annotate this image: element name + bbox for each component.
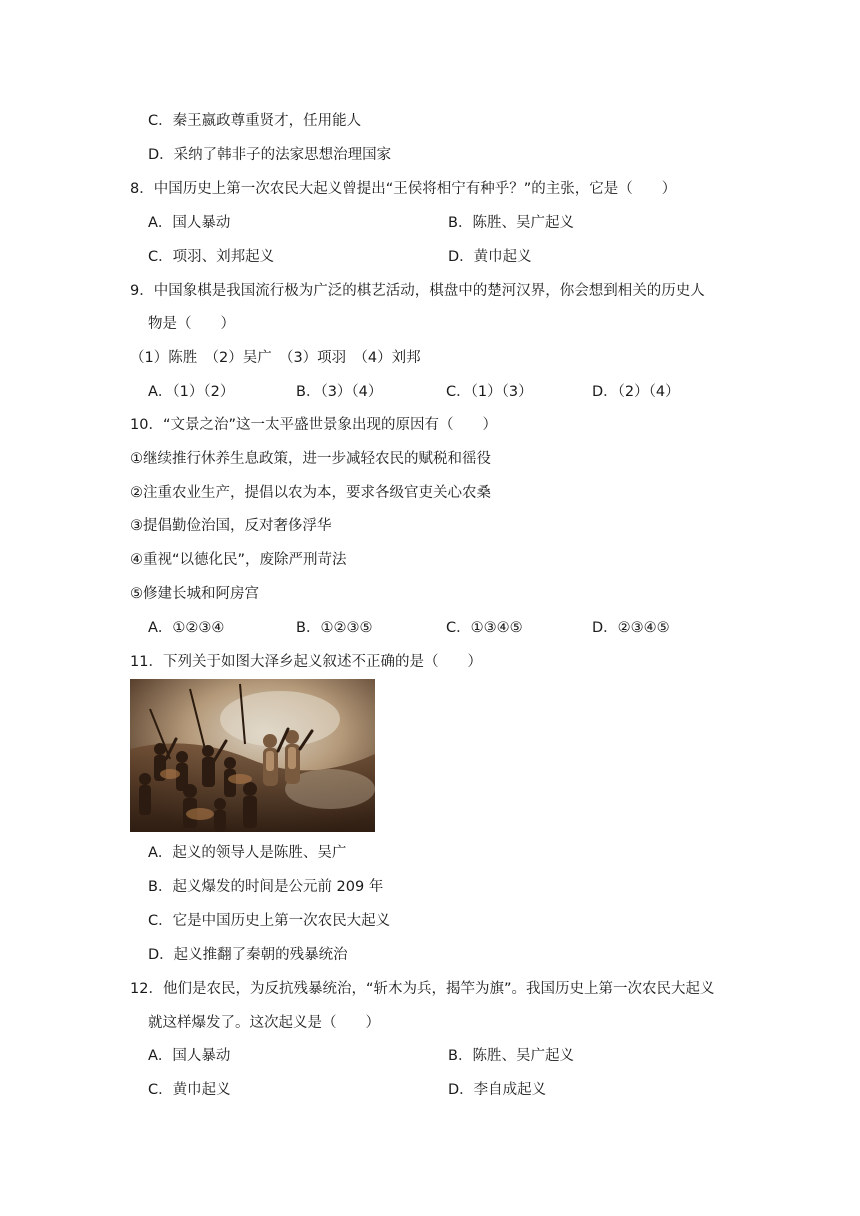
q8-option-c: C．项羽、刘邦起义 xyxy=(148,249,275,265)
dazexiang-uprising-painting xyxy=(130,679,375,832)
q10-option-c: C．①③④⑤ xyxy=(446,620,523,636)
q10-option-d: D．②③④⑤ xyxy=(592,620,670,636)
q10-option-a: A．①②③④ xyxy=(148,620,225,636)
q9-stem-line2: 物是（ ） xyxy=(148,316,235,332)
q12-option-c: C．黄巾起义 xyxy=(148,1082,231,1098)
q12-option-b: B．陈胜、吴广起义 xyxy=(448,1048,574,1064)
q8-stem: 8．中国历史上第一次农民大起义曾提出“王侯将相宁有种乎？”的主张，它是（ ） xyxy=(130,181,677,197)
q10-item-2: ②注重农业生产，提倡以农为本，要求各级官吏关心农桑 xyxy=(130,485,491,501)
q12-stem-line2: 就这样爆发了。这次起义是（ ） xyxy=(148,1015,380,1031)
q8-option-d: D．黄巾起义 xyxy=(448,249,532,265)
q11-option-a: A．起义的领导人是陈胜、吴广 xyxy=(148,845,347,861)
q9-stem-line1: 9．中国象棋是我国流行极为广泛的棋艺活动，棋盘中的楚河汉界，你会想到相关的历史人 xyxy=(130,283,705,299)
q10-option-b: B．①②③⑤ xyxy=(296,620,373,636)
q10-item-1: ①继续推行休养生息政策，进一步减轻农民的赋税和徭役 xyxy=(130,451,491,467)
q12-option-d: D．李自成起义 xyxy=(448,1082,547,1098)
q9-option-b: B．（3）（4） xyxy=(296,384,383,400)
q7-option-d: D．采纳了韩非子的法家思想治理国家 xyxy=(148,147,392,163)
q11-option-c: C．它是中国历史上第一次农民大起义 xyxy=(148,913,391,929)
q10-stem: 10．“文景之治”这一太平盛世景象出现的原因有（ ） xyxy=(130,417,497,433)
q10-item-4: ④重视“以德化民”，废除严刑苛法 xyxy=(130,552,347,568)
q11-option-d: D．起义推翻了秦朝的残暴统治 xyxy=(148,947,348,963)
q8-option-a: A．国人暴动 xyxy=(148,215,231,231)
q9-items: （1）陈胜 （2）吴广 （3）项羽 （4）刘邦 xyxy=(130,350,421,366)
q12-stem-line1: 12．他们是农民，为反抗残暴统治，“斩木为兵，揭竿为旗”。我国历史上第一次农民大起义 xyxy=(130,981,715,997)
q9-option-d: D．（2）（4） xyxy=(592,384,680,400)
q7-option-c: C．秦王嬴政尊重贤才，任用能人 xyxy=(148,113,362,129)
q8-option-b: B．陈胜、吴广起义 xyxy=(448,215,574,231)
q11-option-b: B．起义爆发的时间是公元前 209 年 xyxy=(148,879,384,895)
q10-item-5: ⑤修建长城和阿房宫 xyxy=(130,586,259,602)
q10-item-3: ③提倡勤俭治国，反对奢侈浮华 xyxy=(130,518,332,534)
q9-option-a: A．（1）（2） xyxy=(148,384,235,400)
q12-option-a: A．国人暴动 xyxy=(148,1048,231,1064)
q11-stem: 11．下列关于如图大泽乡起义叙述不正确的是（ ） xyxy=(130,654,482,670)
q9-option-c: C．（1）（3） xyxy=(446,384,533,400)
